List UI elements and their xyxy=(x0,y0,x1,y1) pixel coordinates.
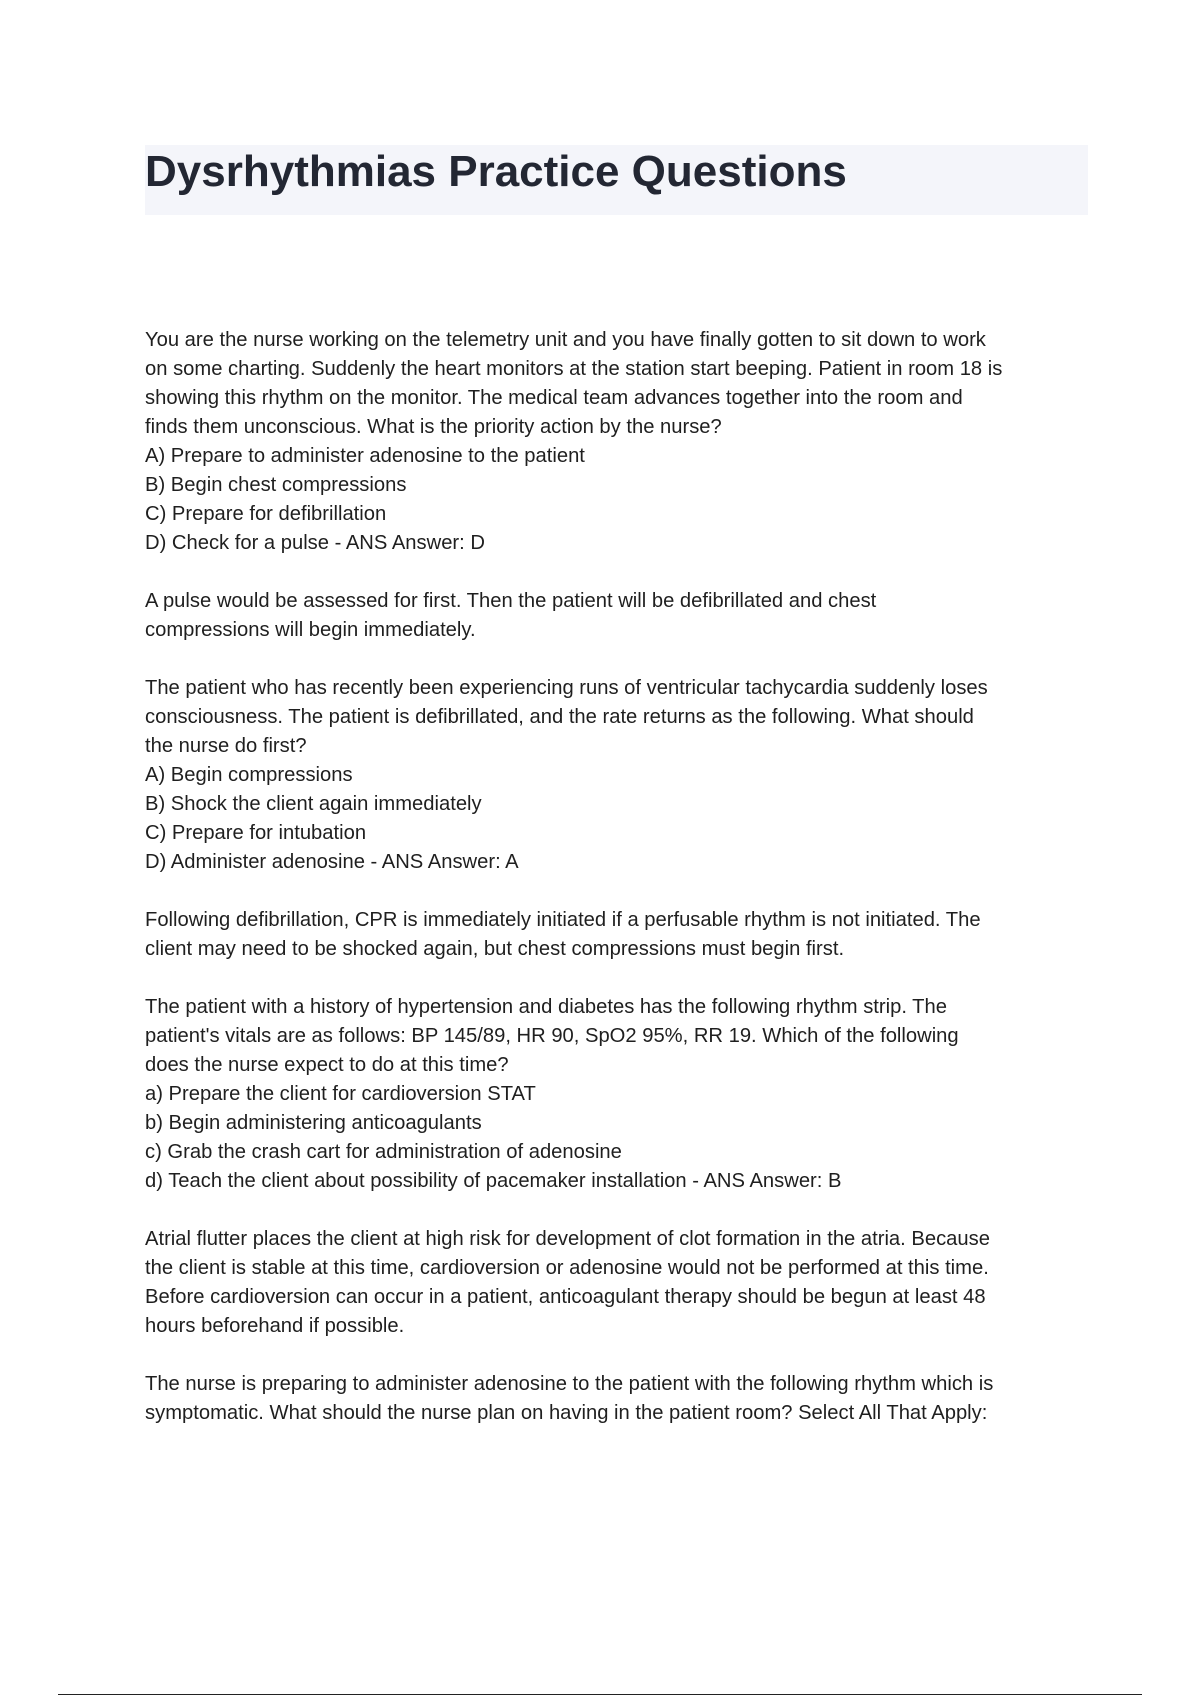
answer-option: A) Prepare to administer adenosine to the patient xyxy=(145,445,585,467)
stem-line: the nurse do first? xyxy=(145,735,307,757)
rationale-3 xyxy=(145,1225,1100,1341)
rationale-2 xyxy=(145,906,1100,964)
stem-line: patient's vitals are as follows: BP 145/89, HR 90, SpO2 95%, RR 19. Which of the following xyxy=(145,1025,959,1047)
stem-line: symptomatic. What should the nurse plan on having in the patient room? Select All That Apply: xyxy=(145,1402,988,1424)
rationale-line: compressions will begin immediately. xyxy=(145,619,476,641)
stem-line: showing this rhythm on the monitor. The medical team advances together into the room and xyxy=(145,387,963,409)
stem-line: You are the nurse working on the telemetry unit and you have finally gotten to sit down to work xyxy=(145,329,986,351)
document-body xyxy=(145,326,1100,1428)
answer-option: a) Prepare the client for cardioversion STAT xyxy=(145,1083,536,1105)
question-stem xyxy=(145,326,1100,442)
answer-options xyxy=(145,442,1100,558)
rationale-line: hours beforehand if possible. xyxy=(145,1315,405,1337)
answer-options xyxy=(145,761,1100,877)
answer-option: A) Begin compressions xyxy=(145,764,353,786)
stem-line: The patient with a history of hypertension and diabetes has the following rhythm strip. The xyxy=(145,996,947,1018)
question-2 xyxy=(145,674,1100,877)
rationale-line: Atrial flutter places the client at high risk for development of clot formation in the atria. Because xyxy=(145,1228,990,1250)
answer-option: c) Grab the crash cart for administration of adenosine xyxy=(145,1141,622,1163)
rationale-line: Following defibrillation, CPR is immediately initiated if a perfusable rhythm is not initiated. The xyxy=(145,909,981,931)
answer-option: B) Shock the client again immediately xyxy=(145,793,482,815)
stem-line: consciousness. The patient is defibrillated, and the rate returns as the following. What should xyxy=(145,706,974,728)
stem-line: finds them unconscious. What is the priority action by the nurse? xyxy=(145,416,722,438)
footer-rule xyxy=(58,1694,1142,1695)
answer-option-with-key: D) Check for a pulse - ANS Answer: D xyxy=(145,532,485,554)
stem-line: does the nurse expect to do at this time? xyxy=(145,1054,509,1076)
stem-line: The patient who has recently been experiencing runs of ventricular tachycardia suddenly loses xyxy=(145,677,988,699)
rationale-1 xyxy=(145,587,1100,645)
rationale-line: A pulse would be assessed for first. Then the patient will be defibrillated and chest xyxy=(145,590,877,612)
answer-option: C) Prepare for defibrillation xyxy=(145,503,387,525)
answer-option: C) Prepare for intubation xyxy=(145,822,367,844)
question-3 xyxy=(145,993,1100,1196)
question-1 xyxy=(145,326,1100,558)
rationale-line: client may need to be shocked again, but chest compressions must begin first. xyxy=(145,938,845,960)
answer-option: B) Begin chest compressions xyxy=(145,474,407,496)
rationale-line: the client is stable at this time, cardioversion or adenosine would not be performed at this time. xyxy=(145,1257,989,1279)
question-4 xyxy=(145,1370,1100,1428)
stem-line: on some charting. Suddenly the heart monitors at the station start beeping. Patient in room 18 is xyxy=(145,358,1003,380)
answer-option-with-key: D) Administer adenosine - ANS Answer: A xyxy=(145,851,519,873)
question-stem xyxy=(145,1370,1100,1428)
answer-options xyxy=(145,1080,1100,1196)
question-stem xyxy=(145,674,1100,761)
stem-line: The nurse is preparing to administer adenosine to the patient with the following rhythm which is xyxy=(145,1373,994,1395)
answer-option: b) Begin administering anticoagulants xyxy=(145,1112,482,1134)
question-stem xyxy=(145,993,1100,1080)
page-title: Dysrhythmias Practice Questions xyxy=(145,147,847,196)
rationale-line: Before cardioversion can occur in a patient, anticoagulant therapy should be begun at least 48 xyxy=(145,1286,986,1308)
answer-option-with-key: d) Teach the client about possibility of pacemaker installation - ANS Answer: B xyxy=(145,1170,842,1192)
